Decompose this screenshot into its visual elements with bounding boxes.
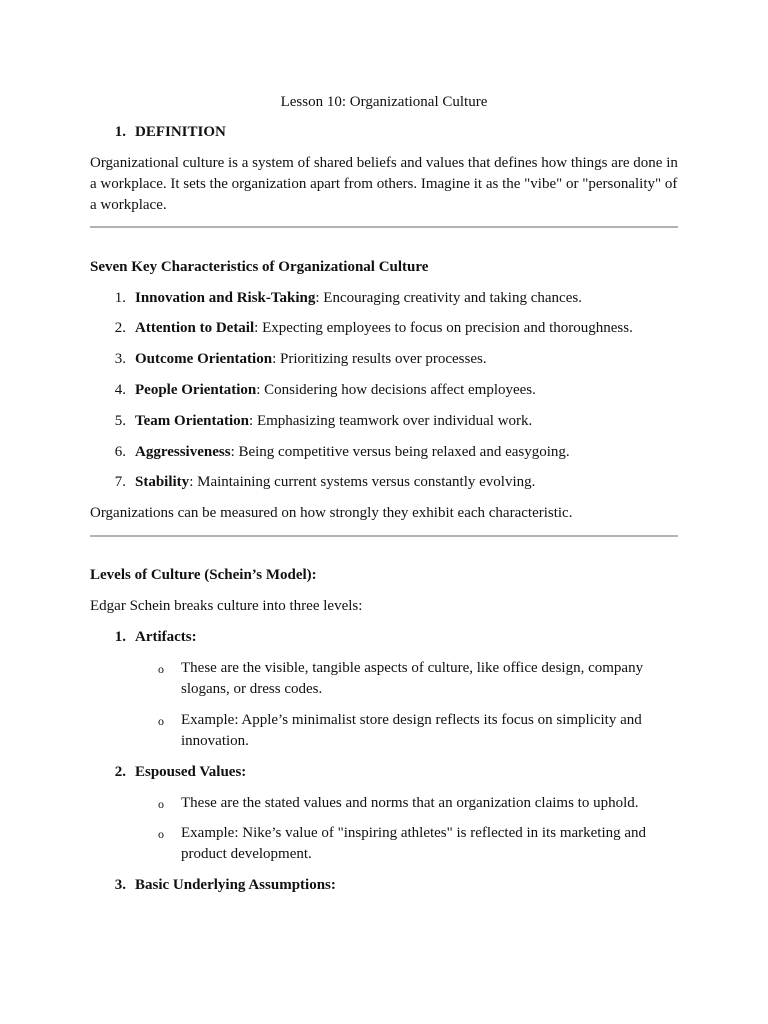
list-item xyxy=(90,472,678,493)
definition-text: Organizational culture is a system of shared beliefs and values that defines how things are done in a workplace. It sets the organization apart from others. Imagine it as the "vibe" or "personality" of a workplace. xyxy=(90,155,678,213)
bullet-text: These are the visible, tangible aspects of culture, like office design, company slogans, or dress codes. xyxy=(181,660,644,697)
bullet-marker: o xyxy=(158,827,164,841)
bullet-text: These are the stated values and norms that an organization claims to uphold. xyxy=(181,795,639,811)
list-term: Innovation and Risk-Taking xyxy=(135,290,316,306)
list-term: Aggressiveness xyxy=(135,444,231,460)
level-label: Basic Underlying Assumptions: xyxy=(135,877,336,893)
list-item xyxy=(90,380,678,401)
list-term: Outcome Orientation xyxy=(135,351,273,367)
list-item xyxy=(90,442,678,463)
list-number: 5. xyxy=(114,413,126,429)
list-text xyxy=(135,349,487,370)
levels-intro: Edgar Schein breaks culture into three levels: xyxy=(90,598,363,614)
divider xyxy=(90,226,678,228)
definition-number: 1. xyxy=(114,124,126,140)
list-text xyxy=(135,380,536,401)
list-term: Team Orientation xyxy=(135,413,250,429)
bullet-text: Example: Nike’s value of "inspiring athletes" is reflected in its marketing and product development. xyxy=(181,825,647,862)
level-item-artifacts xyxy=(90,627,678,648)
characteristics-summary: Organizations can be measured on how strongly they exhibit each characteristic. xyxy=(90,505,573,521)
list-term: Stability xyxy=(135,474,190,490)
bullet-marker: o xyxy=(158,714,164,728)
list-text xyxy=(135,472,535,493)
list-item xyxy=(90,411,678,432)
definition-heading-row xyxy=(90,122,678,143)
list-item xyxy=(90,288,678,309)
level-label: Artifacts: xyxy=(135,629,197,645)
bullet-marker: o xyxy=(158,662,164,676)
list-desc: : Emphasizing teamwork over individual work. xyxy=(249,413,533,429)
list-text xyxy=(135,411,532,432)
list-desc: : Prioritizing results over processes. xyxy=(272,351,487,367)
bullet-marker: o xyxy=(158,797,164,811)
list-item xyxy=(90,318,678,339)
divider xyxy=(90,535,678,537)
level-number: 1. xyxy=(114,629,126,645)
level-item-assumptions xyxy=(90,875,678,896)
definition-heading: DEFINITION xyxy=(135,124,226,140)
list-number: 4. xyxy=(114,382,126,398)
list-text xyxy=(135,288,582,309)
levels-heading: Levels of Culture (Schein’s Model): xyxy=(90,567,317,583)
list-text xyxy=(135,442,570,463)
list-desc: : Being competitive versus being relaxed and easygoing. xyxy=(230,444,570,460)
level-number: 2. xyxy=(114,764,126,780)
lesson-title: Lesson 10: Organizational Culture xyxy=(280,94,488,110)
list-number: 6. xyxy=(114,444,126,460)
list-number: 2. xyxy=(114,320,126,336)
bullet-text: Example: Apple’s minimalist store design reflects its focus on simplicity and innovation. xyxy=(181,712,642,749)
characteristics-heading: Seven Key Characteristics of Organizational Culture xyxy=(90,259,429,275)
list-text xyxy=(135,318,633,339)
list-item xyxy=(90,349,678,370)
list-desc: : Encouraging creativity and taking chances. xyxy=(315,290,582,306)
list-desc: : Considering how decisions affect employees. xyxy=(256,382,536,398)
list-term: People Orientation xyxy=(135,382,257,398)
list-number: 3. xyxy=(114,351,126,367)
level-label: Espoused Values: xyxy=(135,764,247,780)
list-desc: : Maintaining current systems versus constantly evolving. xyxy=(189,474,536,490)
list-desc: : Expecting employees to focus on precision and thoroughness. xyxy=(254,320,633,336)
level-item-espoused-values xyxy=(90,762,678,783)
list-term: Attention to Detail xyxy=(135,320,255,336)
list-number: 1. xyxy=(114,290,126,306)
level-number: 3. xyxy=(114,877,126,893)
list-number: 7. xyxy=(114,474,126,490)
